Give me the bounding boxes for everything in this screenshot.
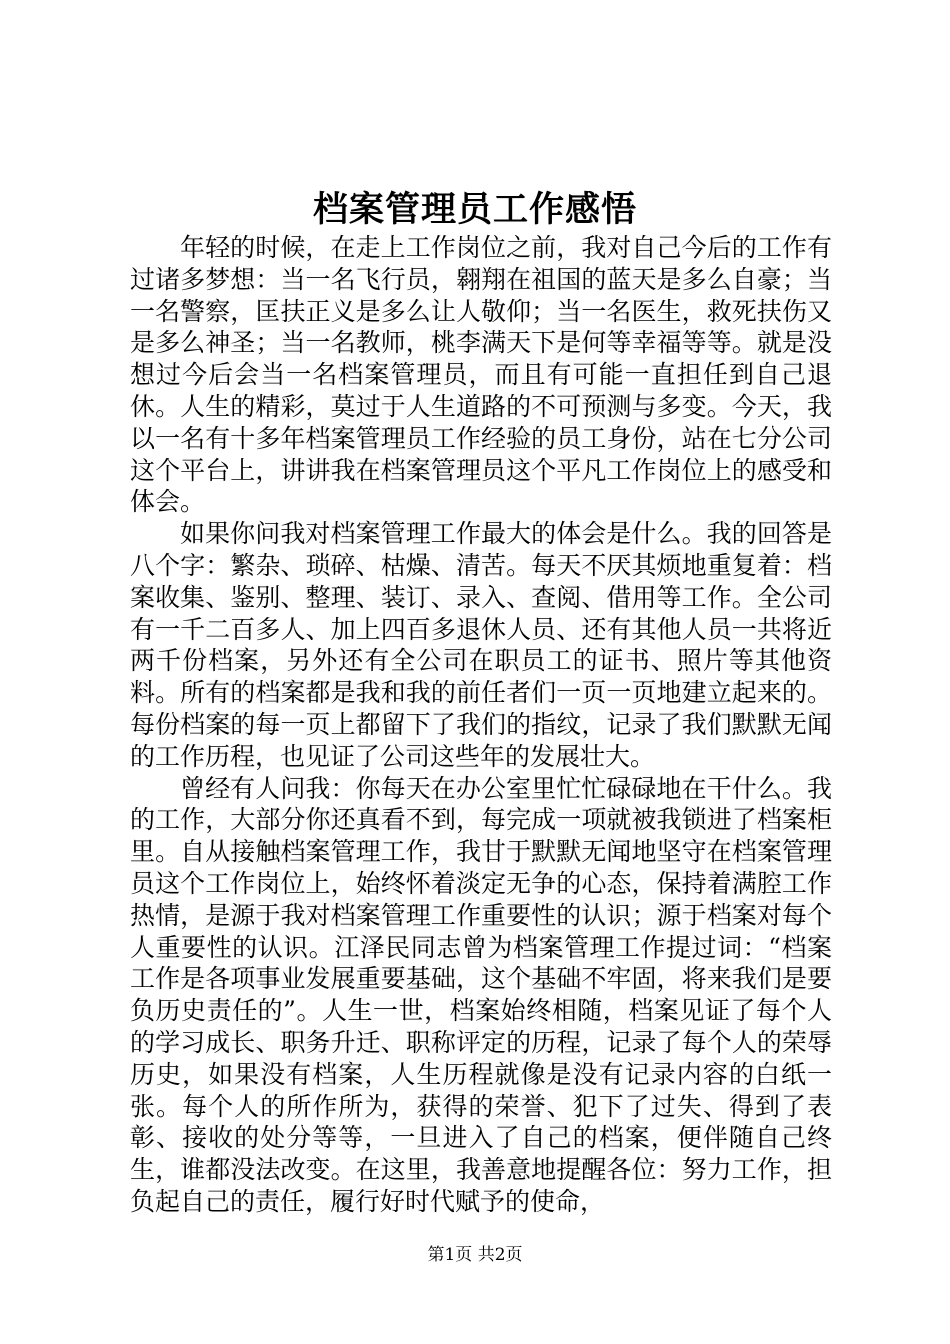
paragraph-2: 如果你问我对档案管理工作最大的体会是什么。我的回答是八个字：繁杂、琐碎、枯燥、清苦。每天不厌其烦地重复着：档案收集、鉴别、整理、装订、录入、查阅、借用等工作。全公司有一千二百多人、加上四百多退休人员、还有其他人员一共将近两千份档案，另外还有全公司在职员工的证书、照片等其他资料。所有的档案都是我和我的前任者们一页一页地建立起来的。每份档案的每一页上都留下了我们的指纹，记录了我们默默无闻的工作历程，也见证了公司这些年的发展壮大。 xyxy=(130,519,832,771)
document-body xyxy=(130,232,832,1218)
paragraph-1: 年轻的时候，在走上工作岗位之前，我对自己今后的工作有过诸多梦想：当一名飞行员，翱翔在祖国的蓝天是多么自豪；当一名警察，匡扶正义是多么让人敬仰；当一名医生，救死扶伤又是多么神圣；当一名教师，桃李满天下是何等幸福等等。就是没想过今后会当一名档案管理员，而且有可能一直担任到自己退休。人生的精彩，莫过于人生道路的不可预测与多变。今天，我以一名有十多年档案管理员工作经验的员工身份，站在七分公司这个平台上，讲讲我在档案管理员这个平凡工作岗位上的感受和体会。 xyxy=(130,233,832,517)
document-title: 档案管理员工作感悟 xyxy=(312,189,637,230)
page-footer: 第1页 共2页 xyxy=(427,1245,523,1265)
paragraph-3: 曾经有人问我：你每天在办公室里忙忙碌碌地在干什么。我的工作，大部分你还真看不到，每完成一项就被我锁进了档案柜里。自从接触档案管理工作，我甘于默默无闻地坚守在档案管理员这个工作岗位上，始终怀着淡定无争的心态，保持着满腔工作热情，是源于我对档案管理工作重要性的认识；源于档案对每个人重要性的认识。江泽民同志曾为档案管理工作提过词：“档案工作是各项事业发展重要基础，这个基础不牢固，将来我们是要负历史责任的”。人生一世，档案始终相随，档案见证了每个人的学习成长、职务升迁、职称评定的历程，记录了每个人的荣辱历史，如果没有档案，人生历程就像是没有记录内容的白纸一张。每个人的所作所为，获得的荣誉、犯下了过失、得到了表彰、接收的处分等等，一旦进入了自己的档案，便伴随自己终生，谁都没法改变。在这里，我善意地提醒各位：努力工作，担负起自己的责任，履行好时代赋予的使命， xyxy=(130,773,832,1216)
